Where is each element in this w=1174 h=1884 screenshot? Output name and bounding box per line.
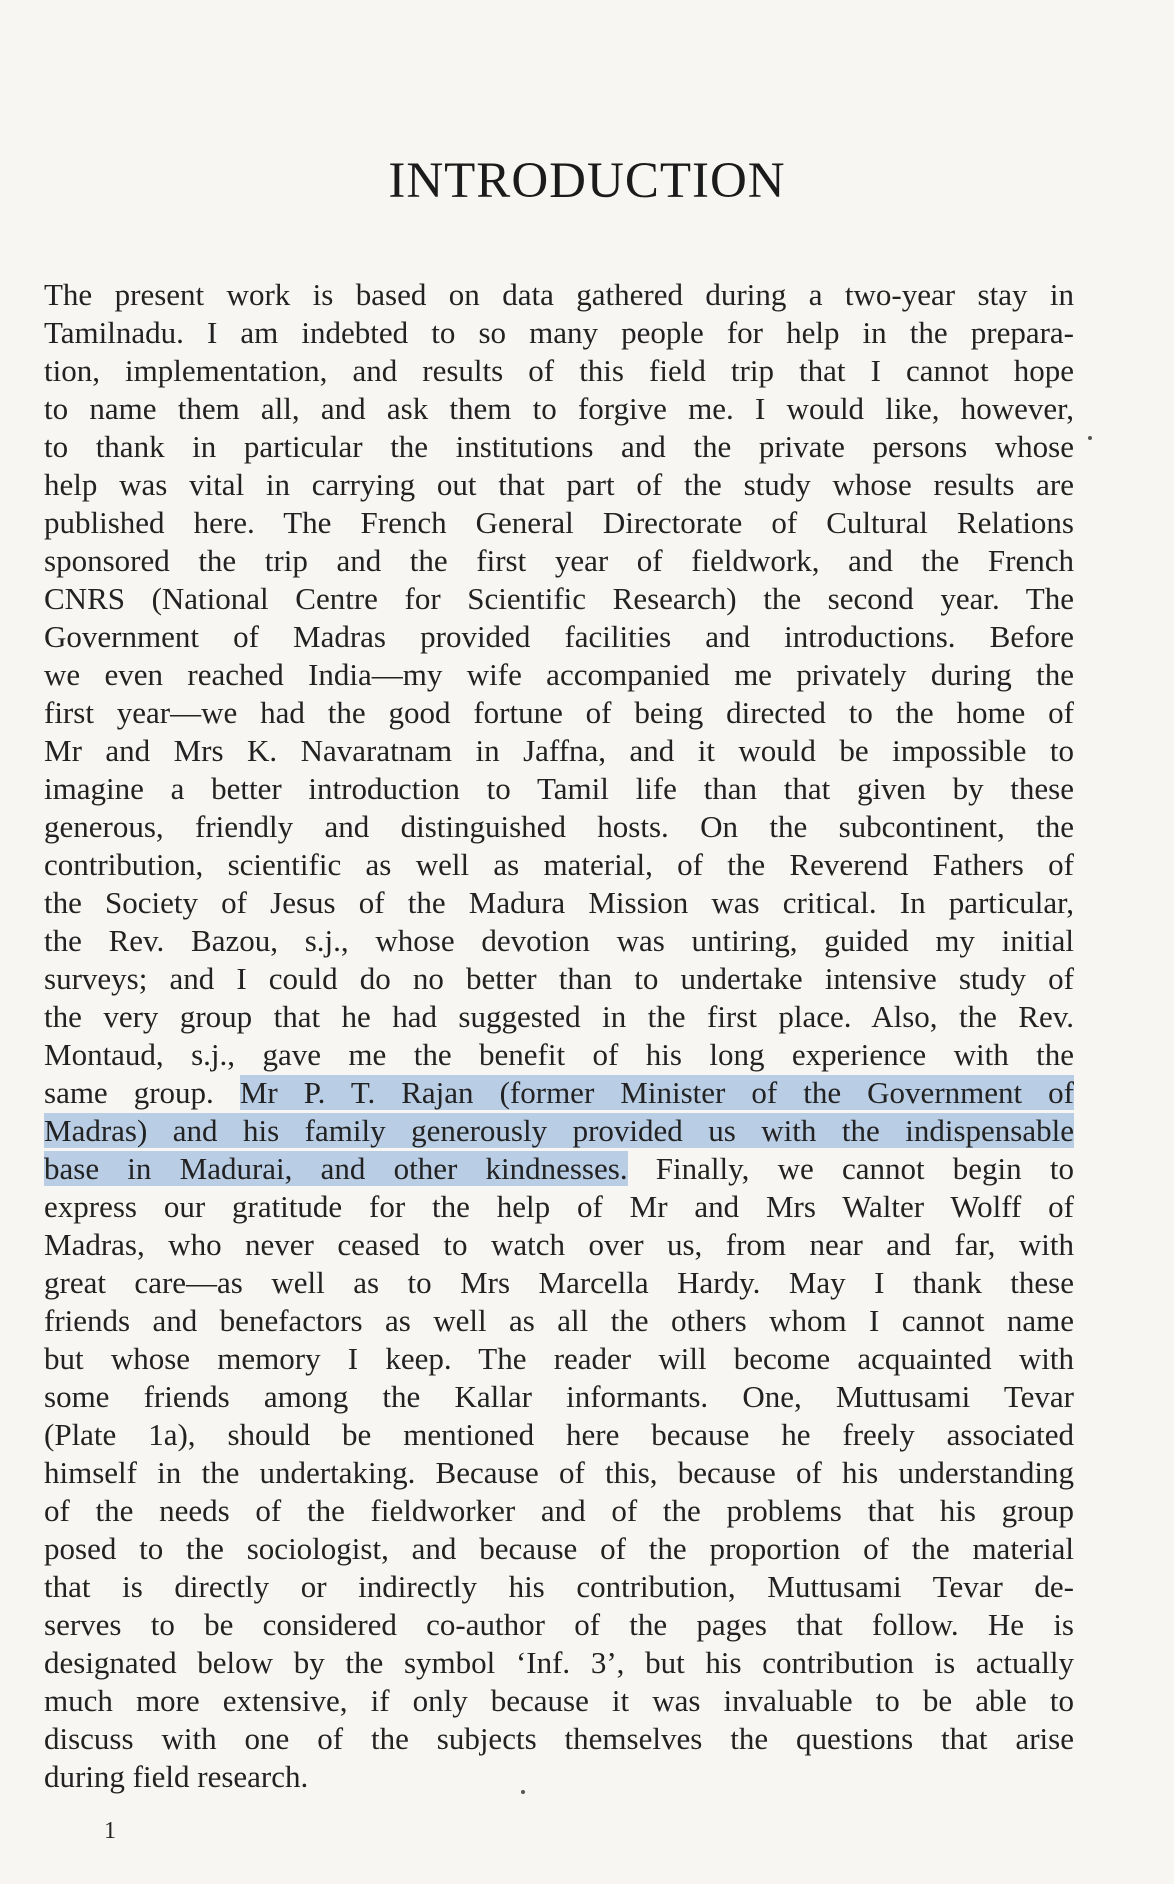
text-segment: Finally, we cannot begin to bbox=[627, 1151, 1074, 1186]
text-segment: CNRS (National Centre for Scientific Research) the second year. The bbox=[44, 581, 1074, 616]
text-segment: help was vital in carrying out that part of the study whose results are bbox=[44, 467, 1074, 502]
text-line bbox=[44, 846, 1074, 884]
text-line bbox=[44, 1340, 1074, 1378]
text-segment: some friends among the Kallar informants. One, Muttusami Tevar bbox=[44, 1379, 1074, 1414]
text-segment: express our gratitude for the help of Mr and Mrs Walter Wolff of bbox=[44, 1189, 1074, 1224]
text-segment: serves to be considered co-author of the pages that follow. He is bbox=[44, 1607, 1074, 1642]
text-line bbox=[44, 1454, 1074, 1492]
text-segment: Montaud, s.j., gave me the benefit of his long experience with the bbox=[44, 1037, 1074, 1072]
text-line bbox=[44, 770, 1074, 808]
text-line bbox=[44, 960, 1074, 998]
text-segment: himself in the undertaking. Because of this, because of his understanding bbox=[44, 1455, 1074, 1490]
text-segment: Madras, who never ceased to watch over us, from near and far, with bbox=[44, 1227, 1074, 1262]
text-segment: contribution, scientific as well as material, of the Reverend Fathers of bbox=[44, 847, 1074, 882]
text-line bbox=[44, 1644, 1074, 1682]
text-segment: during field research. bbox=[44, 1759, 309, 1794]
text-line bbox=[44, 352, 1074, 390]
text-line bbox=[44, 1416, 1074, 1454]
text-segment: we even reached India—my wife accompanied me privately during the bbox=[44, 657, 1074, 692]
text-segment: posed to the sociologist, and because of the proportion of the material bbox=[44, 1531, 1074, 1566]
text-line bbox=[44, 1150, 1074, 1188]
text-segment: Government of Madras provided facilities and introductions. Before bbox=[44, 619, 1074, 654]
highlighted-text: Mr P. T. Rajan (former Minister of the Government of bbox=[239, 1075, 1074, 1110]
print-speck bbox=[521, 1790, 525, 1794]
text-segment: the very group that he had suggested in the first place. Also, the Rev. bbox=[44, 999, 1074, 1034]
text-segment: designated below by the symbol ‘Inf. 3’, but his contribution is actually bbox=[44, 1645, 1074, 1680]
text-line bbox=[44, 428, 1074, 466]
text-line bbox=[44, 1036, 1074, 1074]
text-line bbox=[44, 1188, 1074, 1226]
text-line bbox=[44, 1378, 1074, 1416]
page-title: INTRODUCTION bbox=[388, 153, 786, 209]
text-line bbox=[44, 732, 1074, 770]
text-line bbox=[44, 618, 1074, 656]
text-line bbox=[44, 542, 1074, 580]
text-segment: (Plate 1a), should be mentioned here because he freely associated bbox=[44, 1417, 1074, 1452]
highlighted-text: base in Madurai, and other kindnesses. bbox=[44, 1151, 628, 1186]
text-segment: published here. The French General Directorate of Cultural Relations bbox=[44, 505, 1074, 540]
text-line bbox=[44, 390, 1074, 428]
text-line bbox=[44, 1226, 1074, 1264]
text-line bbox=[44, 1530, 1074, 1568]
text-segment: imagine a better introduction to Tamil life than that given by these bbox=[44, 771, 1074, 806]
text-line bbox=[44, 1302, 1074, 1340]
text-segment: but whose memory I keep. The reader will become acquainted with bbox=[44, 1341, 1074, 1376]
text-line bbox=[44, 1112, 1074, 1150]
text-line bbox=[44, 808, 1074, 846]
text-segment: first year—we had the good fortune of being directed to the home of bbox=[44, 695, 1074, 730]
text-line bbox=[44, 1492, 1074, 1530]
text-segment: tion, implementation, and results of this field trip that I cannot hope bbox=[44, 353, 1074, 388]
text-line bbox=[44, 656, 1074, 694]
text-segment: discuss with one of the subjects themselves the questions that arise bbox=[44, 1721, 1074, 1756]
text-segment: surveys; and I could do no better than to undertake intensive study of bbox=[44, 961, 1074, 996]
print-speck bbox=[1088, 436, 1092, 440]
text-line bbox=[44, 1606, 1074, 1644]
text-line bbox=[44, 1758, 1074, 1796]
text-line bbox=[44, 580, 1074, 618]
text-line bbox=[44, 1682, 1074, 1720]
text-segment: The present work is based on data gathered during a two-year stay in bbox=[44, 277, 1074, 312]
text-segment: generous, friendly and distinguished hosts. On the subcontinent, the bbox=[44, 809, 1074, 844]
text-line bbox=[44, 466, 1074, 504]
text-line bbox=[44, 1264, 1074, 1302]
page-number: 1 bbox=[104, 1818, 116, 1844]
text-line bbox=[44, 276, 1074, 314]
introduction-paragraph bbox=[44, 276, 1074, 1796]
text-line bbox=[44, 314, 1074, 352]
text-line bbox=[44, 998, 1074, 1036]
text-segment: the Society of Jesus of the Madura Mission was critical. In particular, bbox=[44, 885, 1074, 920]
text-segment: Tamilnadu. I am indebted to so many people for help in the prepara- bbox=[44, 315, 1074, 350]
highlighted-text: Madras) and his family generously provided us with the indispensable bbox=[44, 1113, 1074, 1148]
text-segment: great care—as well as to Mrs Marcella Hardy. May I thank these bbox=[44, 1265, 1074, 1300]
text-segment: friends and benefactors as well as all the others whom I cannot name bbox=[44, 1303, 1074, 1338]
text-segment: Mr and Mrs K. Navaratnam in Jaffna, and it would be impossible to bbox=[44, 733, 1074, 768]
text-segment: much more extensive, if only because it was invaluable to be able to bbox=[44, 1683, 1074, 1718]
text-line bbox=[44, 922, 1074, 960]
text-segment: same group. bbox=[44, 1075, 240, 1110]
text-segment: of the needs of the fieldworker and of the problems that his group bbox=[44, 1493, 1074, 1528]
text-line bbox=[44, 1720, 1074, 1758]
text-segment: sponsored the trip and the first year of fieldwork, and the French bbox=[44, 543, 1074, 578]
text-line bbox=[44, 1568, 1074, 1606]
text-line bbox=[44, 504, 1074, 542]
text-segment: to name them all, and ask them to forgive me. I would like, however, bbox=[44, 391, 1074, 426]
text-line bbox=[44, 1074, 1074, 1112]
text-segment: that is directly or indirectly his contribution, Muttusami Tevar de- bbox=[44, 1569, 1074, 1604]
text-segment: to thank in particular the institutions and the private persons whose bbox=[44, 429, 1074, 464]
text-segment: the Rev. Bazou, s.j., whose devotion was untiring, guided my initial bbox=[44, 923, 1074, 958]
text-line bbox=[44, 694, 1074, 732]
text-line bbox=[44, 884, 1074, 922]
